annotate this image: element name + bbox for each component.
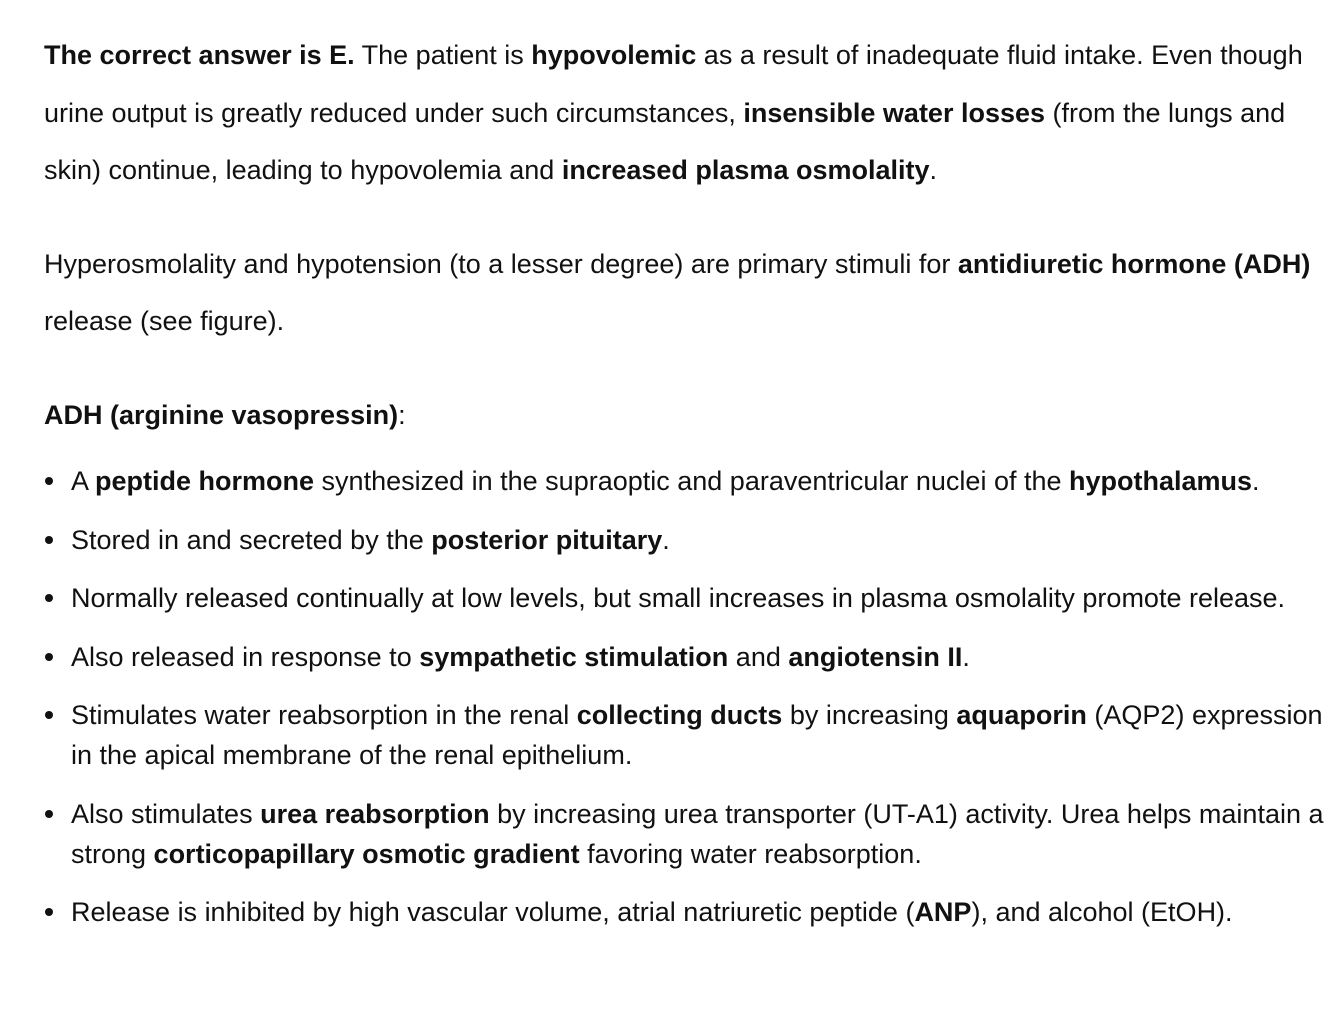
bold-text: sympathetic stimulation <box>419 641 729 672</box>
bold-text: ANP <box>914 897 972 927</box>
text-run: The patient is <box>354 40 532 70</box>
bullet-icon <box>45 810 53 818</box>
bold-text: collecting ducts <box>576 700 783 730</box>
bullet-icon <box>45 536 53 544</box>
bold-text: urea reabsorption <box>260 798 490 829</box>
text-run: by increasing <box>782 700 957 730</box>
list-item <box>44 892 1324 932</box>
bullet-icon <box>45 477 53 485</box>
text-run: synthesized in the supraoptic and paraventricular nuclei of the <box>314 466 1069 496</box>
bold-text: angiotensin II <box>788 641 963 672</box>
text-run: . <box>662 524 670 555</box>
bullet-icon <box>45 908 53 916</box>
text-run: . <box>929 155 938 185</box>
bold-text: insensible water losses <box>743 97 1046 128</box>
adh-stimuli-paragraph <box>44 236 1324 351</box>
text-run: favoring water reabsorption. <box>579 838 922 869</box>
bold-text: peptide hormone <box>95 466 315 496</box>
text-run: (from the lungs and skin) continue, leading to hypovolemia and <box>44 97 1286 185</box>
text-run: ), and alcohol (EtOH). <box>971 897 1233 927</box>
adh-heading <box>44 387 1324 445</box>
list-item <box>44 461 1324 501</box>
text-run: Release is inhibited by high vascular volume, atrial natriuretic peptide ( <box>71 897 915 927</box>
text-run: release (see figure). <box>44 306 285 336</box>
bold-text: increased plasma osmolality <box>561 155 930 185</box>
text-run: as a result of inadequate fluid intake. Even though urine output is greatly reduced under such circumstances, <box>44 40 1303 128</box>
text-run: by increasing urea transporter (UT-A1) activity. Urea helps maintain a strong <box>71 798 1324 869</box>
list-item-text <box>71 642 970 672</box>
text-run: Also stimulates <box>71 798 261 829</box>
list-item <box>44 520 1324 560</box>
answer-paragraph <box>44 27 1324 200</box>
bold-text: antidiuretic hormone (ADH) <box>957 248 1311 279</box>
text-run: . <box>962 641 970 672</box>
list-item-text <box>71 700 1323 770</box>
adh-facts-list <box>44 461 1324 932</box>
bold-text: posterior pituitary <box>431 524 663 555</box>
bold-text: corticopapillary osmotic gradient <box>153 838 580 869</box>
bullet-icon <box>45 711 53 719</box>
list-item <box>44 637 1324 677</box>
text-run: (AQP2) expression in the apical membrane of the renal epithelium. <box>71 700 1323 770</box>
text-run: Hyperosmolality and hypotension (to a lesser degree) are primary stimuli for <box>44 248 958 279</box>
text-run: Normally released continually at low levels, but small increases in plasma osmolality promote release. <box>71 583 1286 613</box>
bold-text: aquaporin <box>956 700 1087 730</box>
bold-text: ADH (arginine vasopressin) <box>44 399 399 430</box>
text-run: and <box>728 641 789 672</box>
bold-text: The correct answer is E. <box>44 40 355 70</box>
text-run: : <box>398 399 406 430</box>
text-run: Also released in response to <box>71 641 420 672</box>
list-item-text <box>71 799 1324 869</box>
text-run: A <box>71 466 96 496</box>
list-item-text <box>71 525 670 555</box>
bold-text: hypothalamus <box>1069 466 1253 496</box>
list-item <box>44 578 1324 618</box>
list-item <box>44 695 1324 775</box>
text-run: . <box>1252 466 1260 496</box>
list-item-text <box>71 583 1285 613</box>
list-item-text <box>71 466 1260 496</box>
list-item-text <box>71 897 1233 927</box>
bold-text: hypovolemic <box>531 40 697 70</box>
text-run: Stored in and secreted by the <box>71 524 432 555</box>
bullet-icon <box>45 653 53 661</box>
text-run: Stimulates water reabsorption in the renal <box>71 700 577 730</box>
bullet-icon <box>45 594 53 602</box>
list-item <box>44 794 1324 874</box>
